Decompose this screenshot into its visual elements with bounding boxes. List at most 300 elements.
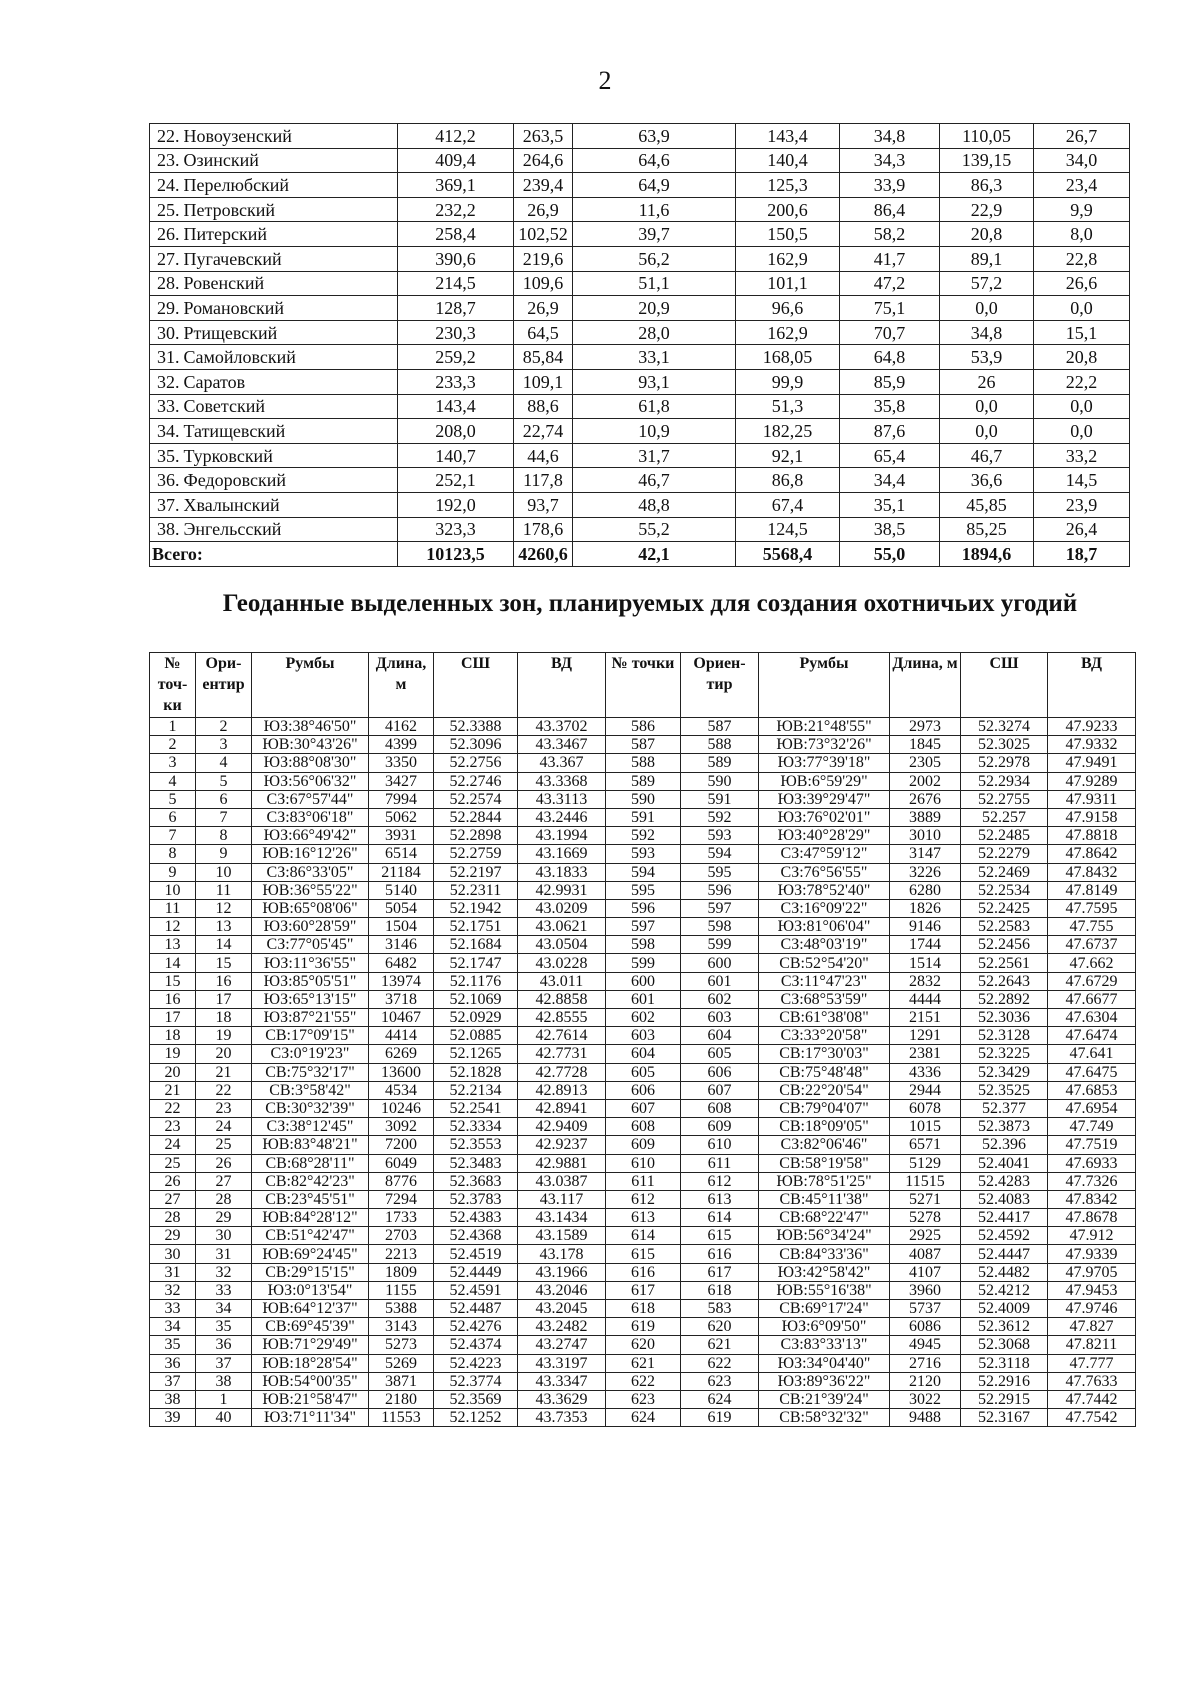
longitude-2: 47.662	[1048, 954, 1136, 972]
longitude: 43.0621	[518, 918, 606, 936]
latitude-2: 52.2561	[961, 954, 1048, 972]
length-2: 1291	[890, 1027, 961, 1045]
point-number: 3	[150, 754, 196, 772]
landmark: 15	[196, 954, 252, 972]
value-4: 124,5	[736, 517, 840, 542]
landmark: 35	[196, 1318, 252, 1336]
header-bearing-2: Румбы	[759, 653, 890, 718]
point-number: 2	[150, 736, 196, 754]
longitude-2: 47.8818	[1048, 827, 1136, 845]
landmark-2: 609	[681, 1118, 759, 1136]
value-3: 33,1	[573, 345, 736, 370]
landmark: 3	[196, 736, 252, 754]
row-index: 32.	[150, 369, 182, 394]
point-number-2: 599	[606, 954, 681, 972]
bearing: СВ:69°45'39"	[252, 1318, 369, 1336]
value-2: 85,84	[514, 345, 573, 370]
bearing-2: ЮЗ:78°52'40"	[759, 881, 890, 899]
landmark-2: 588	[681, 736, 759, 754]
longitude: 43.3629	[518, 1390, 606, 1408]
value-4: 182,25	[736, 419, 840, 444]
point-number: 15	[150, 972, 196, 990]
district-stats-body	[150, 124, 1130, 567]
latitude-2: 52.3128	[961, 1027, 1048, 1045]
longitude: 43.3347	[518, 1372, 606, 1390]
latitude: 52.3774	[434, 1372, 518, 1390]
longitude-2: 47.6954	[1048, 1099, 1136, 1117]
value-3: 61,8	[573, 394, 736, 419]
landmark: 33	[196, 1281, 252, 1299]
longitude: 42.9931	[518, 881, 606, 899]
latitude-2: 52.4083	[961, 1190, 1048, 1208]
bearing-2: ЮЗ:89°36'22"	[759, 1372, 890, 1390]
longitude-2: 47.9233	[1048, 718, 1136, 736]
bearing: СЗ:83°06'18"	[252, 808, 369, 826]
length-2: 5278	[890, 1209, 961, 1227]
table-row	[150, 197, 1130, 222]
district-name: Хвалынский	[182, 492, 398, 517]
bearing: ЮЗ:56°06'32"	[252, 772, 369, 790]
row-index: 33.	[150, 394, 182, 419]
landmark-2: 618	[681, 1281, 759, 1299]
latitude: 52.4368	[434, 1227, 518, 1245]
landmark: 8	[196, 827, 252, 845]
landmark-2: 592	[681, 808, 759, 826]
value-5: 75,1	[840, 296, 940, 321]
value-7: 22,2	[1034, 369, 1130, 394]
value-6: 139,15	[940, 148, 1034, 173]
length-2: 4107	[890, 1263, 961, 1281]
longitude-2: 47.9453	[1048, 1281, 1136, 1299]
point-number: 20	[150, 1063, 196, 1081]
bearing-2: ЮЗ:81°06'04"	[759, 918, 890, 936]
value-5: 64,8	[840, 345, 940, 370]
length: 1733	[369, 1209, 434, 1227]
table-row	[150, 1027, 1136, 1045]
value-5: 34,4	[840, 468, 940, 493]
row-index: 22.	[150, 124, 182, 149]
point-number: 19	[150, 1045, 196, 1063]
value-4: 101,1	[736, 271, 840, 296]
value-7: 26,4	[1034, 517, 1130, 542]
point-number-2: 623	[606, 1390, 681, 1408]
value-1: 323,3	[398, 517, 514, 542]
value-3: 63,9	[573, 124, 736, 149]
latitude: 52.3483	[434, 1154, 518, 1172]
value-6: 89,1	[940, 246, 1034, 271]
table-row	[150, 1227, 1136, 1245]
bearing-2: ЮЗ:77°39'18"	[759, 754, 890, 772]
longitude: 42.9409	[518, 1118, 606, 1136]
value-6: 85,25	[940, 517, 1034, 542]
landmark: 24	[196, 1118, 252, 1136]
latitude-2: 52.4283	[961, 1172, 1048, 1190]
table-row	[150, 345, 1130, 370]
length: 10467	[369, 1009, 434, 1027]
latitude-2: 52.3429	[961, 1063, 1048, 1081]
landmark-2: 606	[681, 1063, 759, 1081]
bearing: ЮЗ:38°46'50"	[252, 718, 369, 736]
length-2: 6086	[890, 1318, 961, 1336]
table-row	[150, 1390, 1136, 1408]
length: 3718	[369, 990, 434, 1008]
value-6: 26	[940, 369, 1034, 394]
bearing-2: СВ:58°19'58"	[759, 1154, 890, 1172]
value-2: 26,9	[514, 197, 573, 222]
longitude: 43.2045	[518, 1300, 606, 1318]
longitude-2: 47.7595	[1048, 899, 1136, 917]
longitude: 43.1833	[518, 863, 606, 881]
bearing-2: ЮВ:56°34'24"	[759, 1227, 890, 1245]
longitude-2: 47.8211	[1048, 1336, 1136, 1354]
landmark: 6	[196, 790, 252, 808]
value-7: 0,0	[1034, 394, 1130, 419]
length-2: 2944	[890, 1081, 961, 1099]
landmark: 10	[196, 863, 252, 881]
latitude-2: 52.2469	[961, 863, 1048, 881]
latitude: 52.1751	[434, 918, 518, 936]
table-row	[150, 790, 1136, 808]
point-number: 11	[150, 899, 196, 917]
bearing: ЮВ:36°55'22"	[252, 881, 369, 899]
value-6: 110,05	[940, 124, 1034, 149]
table-row	[150, 1063, 1136, 1081]
value-7: 33,2	[1034, 443, 1130, 468]
longitude: 43.0228	[518, 954, 606, 972]
table-row	[150, 736, 1136, 754]
table-row	[150, 1009, 1136, 1027]
point-number: 1	[150, 718, 196, 736]
bearing-2: ЮЗ:76°02'01"	[759, 808, 890, 826]
bearing: СВ:17°09'15"	[252, 1027, 369, 1045]
bearing-2: СЗ:16°09'22"	[759, 899, 890, 917]
header-point-number-2: № точки	[606, 653, 681, 718]
value-6: 0,0	[940, 419, 1034, 444]
total-row	[150, 542, 1130, 567]
point-number-2: 616	[606, 1263, 681, 1281]
landmark-2: 597	[681, 899, 759, 917]
header-landmark: Ори-ентир	[196, 653, 252, 718]
landmark-2: 614	[681, 1209, 759, 1227]
total-value-5: 55,0	[840, 542, 940, 567]
latitude: 52.2844	[434, 808, 518, 826]
length-2: 11515	[890, 1172, 961, 1190]
value-2: 64,5	[514, 320, 573, 345]
point-number: 12	[150, 918, 196, 936]
bearing: ЮЗ:71°11'34"	[252, 1409, 369, 1427]
value-3: 39,7	[573, 222, 736, 247]
latitude-2: 52.2485	[961, 827, 1048, 845]
value-2: 26,9	[514, 296, 573, 321]
longitude: 43.3368	[518, 772, 606, 790]
value-4: 92,1	[736, 443, 840, 468]
length-2: 2120	[890, 1372, 961, 1390]
length: 7200	[369, 1136, 434, 1154]
length-2: 4336	[890, 1063, 961, 1081]
bearing: ЮВ:18°28'54"	[252, 1354, 369, 1372]
row-index: 25.	[150, 197, 182, 222]
landmark-2: 600	[681, 954, 759, 972]
landmark: 16	[196, 972, 252, 990]
value-4: 125,3	[736, 173, 840, 198]
length-2: 5271	[890, 1190, 961, 1208]
longitude-2: 47.8342	[1048, 1190, 1136, 1208]
value-1: 258,4	[398, 222, 514, 247]
bearing: ЮЗ:87°21'55"	[252, 1009, 369, 1027]
section-title: Геоданные выделенных зон, планируемых для создания охотничьих угодий	[222, 590, 1078, 617]
longitude-2: 47.777	[1048, 1354, 1136, 1372]
value-6: 57,2	[940, 271, 1034, 296]
row-index: 30.	[150, 320, 182, 345]
longitude: 42.8941	[518, 1099, 606, 1117]
point-number: 38	[150, 1390, 196, 1408]
table-row	[150, 1336, 1136, 1354]
point-number-2: 620	[606, 1336, 681, 1354]
length-2: 9488	[890, 1409, 961, 1427]
longitude-2: 47.6737	[1048, 936, 1136, 954]
value-3: 48,8	[573, 492, 736, 517]
value-4: 140,4	[736, 148, 840, 173]
value-1: 369,1	[398, 173, 514, 198]
longitude: 43.1994	[518, 827, 606, 845]
bearing: ЮВ:64°12'37"	[252, 1300, 369, 1318]
table-row	[150, 918, 1136, 936]
table-row	[150, 1263, 1136, 1281]
table-row	[150, 954, 1136, 972]
length: 6049	[369, 1154, 434, 1172]
value-1: 259,2	[398, 345, 514, 370]
district-name: Федоровский	[182, 468, 398, 493]
total-label: Всего:	[150, 542, 398, 567]
length-2: 2925	[890, 1227, 961, 1245]
table-row	[150, 492, 1130, 517]
point-number: 32	[150, 1281, 196, 1299]
point-number-2: 595	[606, 881, 681, 899]
landmark-2: 605	[681, 1045, 759, 1063]
point-number-2: 608	[606, 1118, 681, 1136]
latitude: 52.2197	[434, 863, 518, 881]
length-2: 3226	[890, 863, 961, 881]
latitude: 52.2756	[434, 754, 518, 772]
length-2: 2381	[890, 1045, 961, 1063]
point-number-2: 601	[606, 990, 681, 1008]
district-name: Петровский	[182, 197, 398, 222]
row-index: 24.	[150, 173, 182, 198]
table-row	[150, 845, 1136, 863]
length: 6269	[369, 1045, 434, 1063]
longitude: 43.2446	[518, 808, 606, 826]
landmark: 5	[196, 772, 252, 790]
value-7: 0,0	[1034, 296, 1130, 321]
value-4: 86,8	[736, 468, 840, 493]
row-index: 38.	[150, 517, 182, 542]
longitude: 43.0209	[518, 899, 606, 917]
latitude: 52.4449	[434, 1263, 518, 1281]
row-index: 27.	[150, 246, 182, 271]
longitude-2: 47.7519	[1048, 1136, 1136, 1154]
latitude-2: 52.3068	[961, 1336, 1048, 1354]
table-row	[150, 468, 1130, 493]
bearing: СЗ:0°19'23"	[252, 1045, 369, 1063]
table-row	[150, 443, 1130, 468]
value-3: 11,6	[573, 197, 736, 222]
length-2: 5129	[890, 1154, 961, 1172]
landmark: 14	[196, 936, 252, 954]
landmark-2: 593	[681, 827, 759, 845]
row-index: 31.	[150, 345, 182, 370]
point-number-2: 605	[606, 1063, 681, 1081]
length: 10246	[369, 1099, 434, 1117]
value-2: 93,7	[514, 492, 573, 517]
point-number-2: 589	[606, 772, 681, 790]
point-number-2: 607	[606, 1099, 681, 1117]
longitude-2: 47.7633	[1048, 1372, 1136, 1390]
bearing-2: СЗ:82°06'46"	[759, 1136, 890, 1154]
longitude-2: 47.9339	[1048, 1245, 1136, 1263]
point-number: 9	[150, 863, 196, 881]
longitude: 43.2046	[518, 1281, 606, 1299]
latitude: 52.1684	[434, 936, 518, 954]
point-number-2: 591	[606, 808, 681, 826]
value-1: 412,2	[398, 124, 514, 149]
value-7: 8,0	[1034, 222, 1130, 247]
table-row	[150, 1245, 1136, 1263]
latitude: 52.4591	[434, 1281, 518, 1299]
value-6: 0,0	[940, 394, 1034, 419]
value-5: 65,4	[840, 443, 940, 468]
landmark-2: 590	[681, 772, 759, 790]
point-number: 36	[150, 1354, 196, 1372]
longitude-2: 47.6304	[1048, 1009, 1136, 1027]
point-number-2: 624	[606, 1409, 681, 1427]
table-row	[150, 1209, 1136, 1227]
value-4: 51,3	[736, 394, 840, 419]
landmark-2: 622	[681, 1354, 759, 1372]
point-number-2: 593	[606, 845, 681, 863]
table-row	[150, 881, 1136, 899]
latitude: 52.4374	[434, 1336, 518, 1354]
table-row	[150, 271, 1130, 296]
table-row	[150, 1136, 1136, 1154]
value-5: 86,4	[840, 197, 940, 222]
point-number-2: 614	[606, 1227, 681, 1245]
bearing: ЮЗ:88°08'30"	[252, 754, 369, 772]
point-number-2: 618	[606, 1300, 681, 1318]
longitude-2: 47.641	[1048, 1045, 1136, 1063]
header-latitude: СШ	[434, 653, 518, 718]
length: 6514	[369, 845, 434, 863]
table-row	[150, 1300, 1136, 1318]
landmark-2: 610	[681, 1136, 759, 1154]
landmark: 17	[196, 990, 252, 1008]
landmark-2: 587	[681, 718, 759, 736]
length-2: 1015	[890, 1118, 961, 1136]
bearing: ЮЗ:60°28'59"	[252, 918, 369, 936]
bearing-2: СВ:58°32'32"	[759, 1409, 890, 1427]
table-row	[150, 419, 1130, 444]
latitude: 52.1942	[434, 899, 518, 917]
latitude-2: 52.2583	[961, 918, 1048, 936]
header-longitude-2: ВД	[1048, 653, 1136, 718]
latitude: 52.3553	[434, 1136, 518, 1154]
latitude-2: 52.3225	[961, 1045, 1048, 1063]
bearing: ЮВ:69°24'45"	[252, 1245, 369, 1263]
landmark-2: 623	[681, 1372, 759, 1390]
value-3: 10,9	[573, 419, 736, 444]
bearing-2: СЗ:33°20'58"	[759, 1027, 890, 1045]
point-number-2: 612	[606, 1190, 681, 1208]
row-index: 36.	[150, 468, 182, 493]
bearing-2: ЮВ:21°48'55"	[759, 718, 890, 736]
value-6: 46,7	[940, 443, 1034, 468]
bearing-2: ЮВ:73°32'26"	[759, 736, 890, 754]
longitude-2: 47.8432	[1048, 863, 1136, 881]
landmark: 29	[196, 1209, 252, 1227]
longitude-2: 47.9705	[1048, 1263, 1136, 1281]
district-name: Татищевский	[182, 419, 398, 444]
bearing-2: СЗ:83°33'13"	[759, 1336, 890, 1354]
value-3: 31,7	[573, 443, 736, 468]
length: 1504	[369, 918, 434, 936]
landmark: 36	[196, 1336, 252, 1354]
longitude-2: 47.6729	[1048, 972, 1136, 990]
landmark-2: 624	[681, 1390, 759, 1408]
point-number-2: 587	[606, 736, 681, 754]
length: 1809	[369, 1263, 434, 1281]
bearing: СВ:30°32'39"	[252, 1099, 369, 1117]
header-length: Длина, м	[369, 653, 434, 718]
longitude-2: 47.9311	[1048, 790, 1136, 808]
bearing: СЗ:77°05'45"	[252, 936, 369, 954]
value-1: 214,5	[398, 271, 514, 296]
length: 7994	[369, 790, 434, 808]
table-row	[150, 990, 1136, 1008]
value-3: 55,2	[573, 517, 736, 542]
latitude: 52.1828	[434, 1063, 518, 1081]
point-number: 37	[150, 1372, 196, 1390]
longitude: 43.1966	[518, 1263, 606, 1281]
value-4: 99,9	[736, 369, 840, 394]
landmark: 12	[196, 899, 252, 917]
landmark: 11	[196, 881, 252, 899]
value-5: 34,3	[840, 148, 940, 173]
latitude-2: 52.257	[961, 808, 1048, 826]
point-number: 6	[150, 808, 196, 826]
point-number: 22	[150, 1099, 196, 1117]
table-row	[150, 1281, 1136, 1299]
point-number-2: 615	[606, 1245, 681, 1263]
length: 3871	[369, 1372, 434, 1390]
value-7: 14,5	[1034, 468, 1130, 493]
district-name: Самойловский	[182, 345, 398, 370]
point-number-2: 602	[606, 1009, 681, 1027]
bearing: ЮВ:65°08'06"	[252, 899, 369, 917]
landmark-2: 595	[681, 863, 759, 881]
length: 5269	[369, 1354, 434, 1372]
length: 4534	[369, 1081, 434, 1099]
table-row	[150, 296, 1130, 321]
value-5: 87,6	[840, 419, 940, 444]
latitude: 52.4519	[434, 1245, 518, 1263]
length: 3931	[369, 827, 434, 845]
value-6: 45,85	[940, 492, 1034, 517]
length-2: 9146	[890, 918, 961, 936]
longitude: 43.3702	[518, 718, 606, 736]
value-7: 0,0	[1034, 419, 1130, 444]
bearing-2: СВ:45°11'38"	[759, 1190, 890, 1208]
longitude-2: 47.7326	[1048, 1172, 1136, 1190]
landmark: 18	[196, 1009, 252, 1027]
